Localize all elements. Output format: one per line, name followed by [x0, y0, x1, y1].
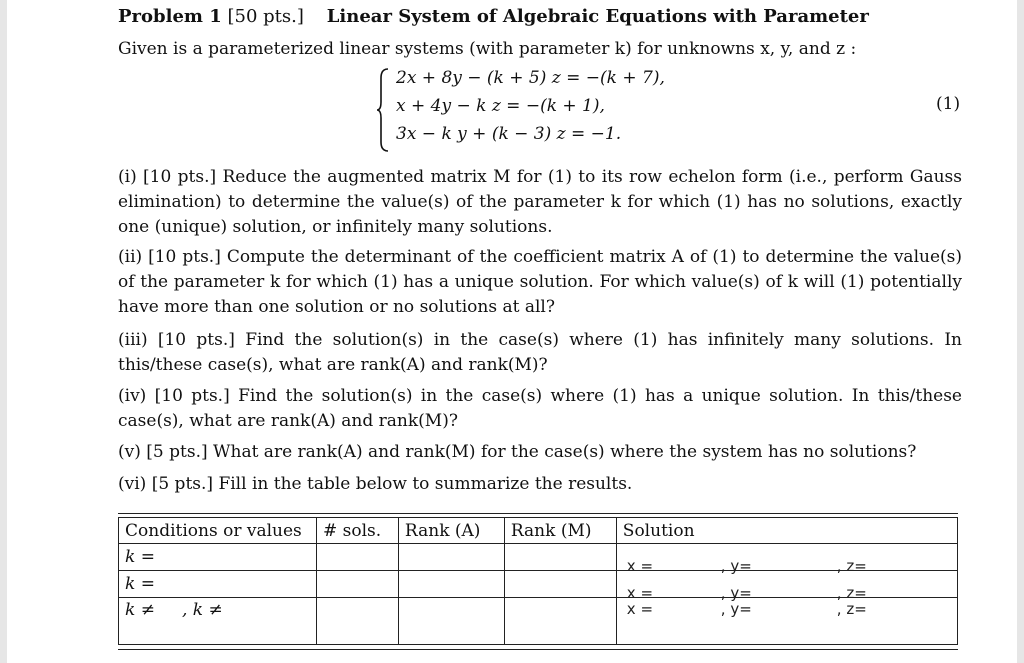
equation-3: 3x − k y + (k − 3) z = −1. — [396, 124, 622, 144]
part-iii — [118, 328, 962, 378]
equation-1: 2x + 8y − (k + 5) z = −(k + 7), — [396, 68, 665, 88]
row3-z-label: , z= — [836, 600, 867, 618]
problem-points: [50 pts.] — [227, 6, 304, 27]
row1-num-sols[interactable] — [316, 544, 398, 571]
part-ii-text: Compute the determinant of the coefficient matrix A of (1) to determine the value(s) of the parameter k for which (1) has a unique solution. For which value(s) of k will (1) potentially have more than one solution or no solutions at all? — [118, 247, 963, 317]
part-v — [118, 440, 962, 465]
problem-label: Problem 1 — [118, 6, 222, 27]
part-vi — [118, 472, 962, 497]
row1-x-label: x = — [626, 557, 654, 575]
table-row — [119, 571, 958, 598]
part-iii-text: Find the solution(s) in the case(s) where (1) has infinitely many solutions. In this/these case(s), what are rank(A) and rank(M)? — [118, 330, 963, 375]
row1-solution[interactable] — [616, 544, 957, 575]
row2-y-label: , y= — [720, 584, 752, 602]
part-i-label: (i) [10 pts.] — [118, 167, 217, 187]
row2-rank-a[interactable] — [398, 571, 504, 598]
problem-heading: Linear System of Algebraic Equations with Parameter — [326, 6, 869, 27]
part-i — [118, 165, 962, 240]
part-vi-text: Fill in the table below to summarize the results. — [218, 474, 633, 494]
left-brace-icon — [376, 68, 390, 152]
row3-rank-m[interactable] — [504, 598, 616, 645]
row2-num-sols[interactable] — [316, 571, 398, 598]
page-edge-left — [0, 0, 7, 663]
row1-condition[interactable]: k = — [119, 544, 317, 571]
row3-num-sols[interactable] — [316, 598, 398, 645]
part-iv — [118, 384, 962, 434]
part-vi-label: (vi) [5 pts.] — [118, 474, 214, 494]
header-rank-a: Rank (A) — [398, 518, 504, 544]
row3-condition[interactable]: k ≠ , k ≠ — [119, 598, 317, 645]
equation-number: (1) — [936, 94, 961, 114]
part-i-text: Reduce the augmented matrix M for (1) to its row echelon form (i.e., perform Gauss elimination) to determine the value(s) of the parameter k for which (1) has no solutions, exactly one (unique) solution, or infinitely many solutions. — [118, 167, 962, 237]
part-v-text: What are rank(A) and rank(M) for the case(s) where the system has no solutions? — [213, 442, 917, 462]
summary-table — [118, 517, 958, 645]
header-solution: Solution — [616, 518, 957, 544]
table-row — [119, 544, 958, 571]
header-num-sols: # sols. — [316, 518, 398, 544]
row1-y-label: , y= — [720, 557, 752, 575]
table-row — [119, 598, 958, 645]
row1-z-label: , z= — [836, 557, 867, 575]
row1-rank-m[interactable] — [504, 544, 616, 571]
table-header-row — [119, 518, 958, 544]
page-edge-right — [1017, 0, 1024, 663]
row3-solution[interactable] — [616, 598, 957, 645]
part-iv-text: Find the solution(s) in the case(s) where (1) has a unique solution. In this/these case(s), what are rank(A) and rank(M)? — [118, 386, 962, 431]
row2-solution[interactable] — [616, 571, 957, 602]
problem-title — [118, 6, 869, 27]
row3-y-label: , y= — [720, 600, 752, 618]
intro-text: Given is a parameterized linear systems (with parameter k) for unknowns x, y, and z : — [118, 39, 857, 59]
row2-x-label: x = — [626, 584, 654, 602]
row2-rank-m[interactable] — [504, 571, 616, 598]
row2-z-label: , z= — [836, 584, 867, 602]
part-ii-label: (ii) [10 pts.] — [118, 247, 221, 267]
table-bottom-rule — [118, 649, 958, 650]
row1-rank-a[interactable] — [398, 544, 504, 571]
part-iv-label: (iv) [10 pts.] — [118, 386, 230, 406]
part-iii-label: (iii) [10 pts.] — [118, 330, 235, 350]
header-conditions: Conditions or values — [119, 518, 317, 544]
part-v-label: (v) [5 pts.] — [118, 442, 208, 462]
table-top-rule — [118, 513, 958, 514]
part-ii — [118, 245, 962, 320]
header-rank-m: Rank (M) — [504, 518, 616, 544]
row2-condition[interactable]: k = — [119, 571, 317, 598]
row3-rank-a[interactable] — [398, 598, 504, 645]
row3-x-label: x = — [626, 600, 654, 618]
equation-2: x + 4y − k z = −(k + 1), — [396, 96, 605, 116]
